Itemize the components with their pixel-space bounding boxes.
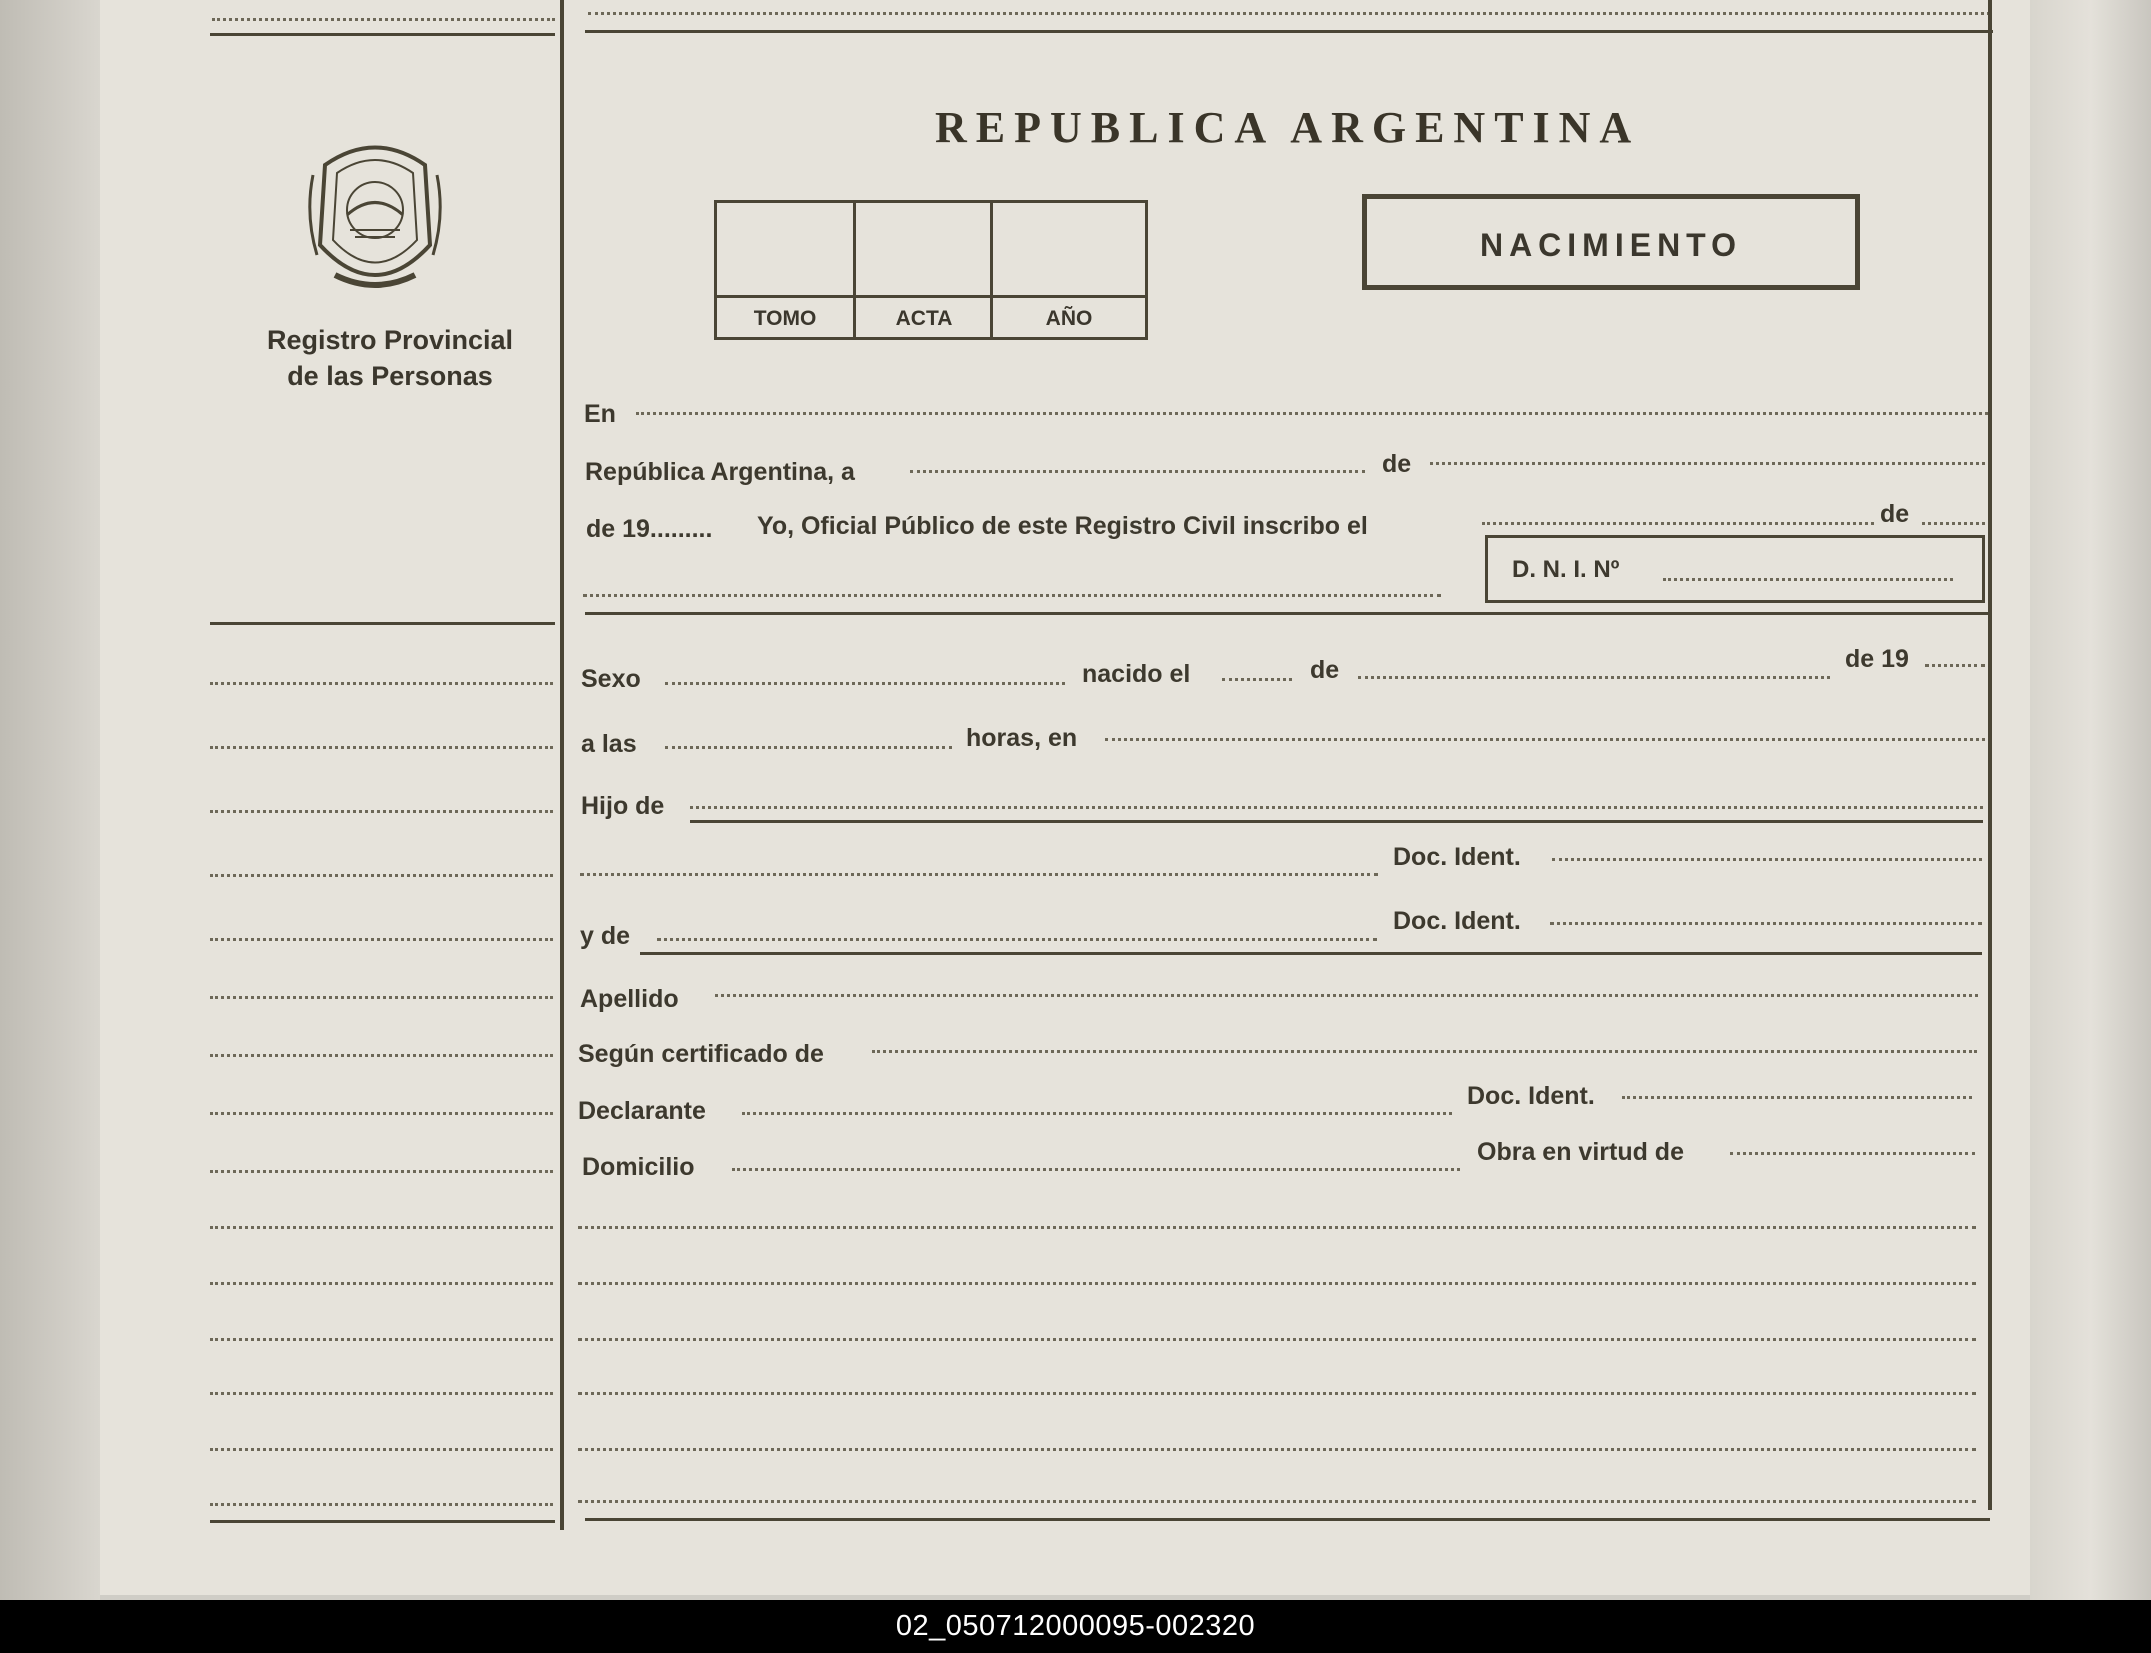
- certificate-type-label: NACIMIENTO: [1479, 227, 1743, 263]
- left-line-12[interactable]: [210, 1338, 553, 1341]
- month-field[interactable]: [1430, 462, 1985, 465]
- birth-year-field[interactable]: [1925, 664, 1985, 667]
- obra-label: Obra en virtud de: [1477, 1138, 1684, 1166]
- left-line-13[interactable]: [210, 1392, 553, 1395]
- yo-oficial-label: Yo, Oficial Público de este Registro Civil inscribo el: [757, 512, 1368, 540]
- left-line-9[interactable]: [210, 1170, 553, 1173]
- notes-line-3[interactable]: [578, 1338, 1976, 1341]
- certificado-field[interactable]: [872, 1050, 1977, 1053]
- birth-month-field[interactable]: [1358, 676, 1830, 679]
- tomo-label: TOMO: [753, 307, 817, 330]
- en-label: En: [584, 400, 616, 428]
- father-underline: [690, 820, 1983, 823]
- volume-record-box: [714, 200, 1148, 340]
- father-doc-field[interactable]: [1552, 858, 1982, 861]
- notes-line-4[interactable]: [578, 1392, 1976, 1395]
- domicilio-field[interactable]: [732, 1168, 1460, 1171]
- bottom-right-rule: [585, 1518, 1990, 1521]
- mother-doc-field[interactable]: [1550, 922, 1982, 925]
- en-field[interactable]: [636, 412, 1988, 415]
- dni-field[interactable]: [1663, 578, 1953, 581]
- left-line-10[interactable]: [210, 1226, 553, 1229]
- province-seal-icon: [305, 135, 445, 300]
- left-line-8[interactable]: [210, 1112, 553, 1115]
- obra-field[interactable]: [1730, 1152, 1975, 1155]
- acta-label: ACTA: [895, 307, 953, 330]
- top-left-dotted-line: [212, 18, 555, 21]
- domicilio-label: Domicilio: [582, 1153, 695, 1181]
- de19-end-label: de 19: [1845, 645, 1909, 673]
- inscribo-field[interactable]: [1482, 522, 1874, 525]
- registry-line-1: Registro Provincial: [266, 325, 514, 355]
- doc-ident-label-1: Doc. Ident.: [1393, 843, 1521, 871]
- registry-name: [220, 322, 560, 394]
- notes-line-6[interactable]: [578, 1500, 1976, 1503]
- left-line-6[interactable]: [210, 996, 553, 999]
- caption-bar: [0, 1600, 2151, 1653]
- left-line-14[interactable]: [210, 1448, 553, 1451]
- segun-label: Según certificado de: [578, 1040, 824, 1068]
- hijo-de-label: Hijo de: [581, 792, 665, 820]
- day-field[interactable]: [910, 470, 1365, 473]
- left-line-11[interactable]: [210, 1282, 553, 1285]
- republica-label: República Argentina, a: [585, 458, 855, 486]
- year-label: de 19.........: [586, 515, 713, 543]
- doc-ident-label-2: Doc. Ident.: [1393, 907, 1521, 935]
- de-field-2[interactable]: [1922, 522, 1985, 525]
- notes-line-5[interactable]: [578, 1448, 1976, 1451]
- father-field[interactable]: [690, 806, 1983, 809]
- declarante-field[interactable]: [742, 1112, 1452, 1115]
- dni-box: [1485, 535, 1985, 603]
- image-caption: 02_050712000095-002320: [895, 1610, 1256, 1642]
- declarante-doc-field[interactable]: [1622, 1096, 1972, 1099]
- left-line-15[interactable]: [210, 1503, 553, 1506]
- registry-line-2: de las Personas: [287, 361, 493, 391]
- hour-field[interactable]: [665, 746, 952, 749]
- name-field[interactable]: [583, 594, 1441, 597]
- certificate-type-box: [1362, 194, 1860, 290]
- mid-left-rule: [210, 622, 555, 625]
- left-line-3[interactable]: [210, 810, 553, 813]
- top-right-rule: [585, 30, 1993, 33]
- top-left-rule: [210, 33, 555, 36]
- notes-line-2[interactable]: [578, 1282, 1976, 1285]
- mother-underline: [640, 952, 1982, 955]
- birth-day-field[interactable]: [1222, 678, 1292, 681]
- mid-right-rule: [585, 612, 1988, 615]
- sexo-field[interactable]: [665, 682, 1065, 685]
- country-title: REPUBLICA ARGENTINA: [935, 103, 1641, 152]
- right-page-edge: [2030, 0, 2151, 1600]
- left-page-edge: [0, 0, 100, 1600]
- right-border: [1988, 0, 1992, 1510]
- father-extra-field[interactable]: [580, 873, 1378, 876]
- a-las-label: a las: [581, 730, 637, 758]
- de-month-label: de: [1382, 450, 1412, 478]
- top-right-dotted-line: [588, 12, 1990, 15]
- left-line-7[interactable]: [210, 1054, 553, 1057]
- doc-ident-label-3: Doc. Ident.: [1467, 1082, 1595, 1110]
- y-de-label: y de: [580, 922, 631, 950]
- bottom-left-rule: [210, 1520, 555, 1523]
- de-birth-month-label: de: [1310, 656, 1340, 684]
- mother-field[interactable]: [657, 938, 1377, 941]
- horas-en-label: horas, en: [966, 724, 1078, 752]
- ano-label: AÑO: [1045, 307, 1093, 330]
- sexo-label: Sexo: [581, 665, 641, 693]
- notes-line-1[interactable]: [578, 1226, 1976, 1229]
- left-line-5[interactable]: [210, 938, 553, 941]
- dni-label: D. N. I. Nº: [1512, 556, 1620, 583]
- apellido-field[interactable]: [715, 994, 1978, 997]
- birth-place-field[interactable]: [1105, 738, 1985, 741]
- apellido-label: Apellido: [580, 985, 679, 1013]
- column-divider: [560, 0, 564, 1530]
- left-line-1[interactable]: [210, 682, 553, 685]
- nacido-el-label: nacido el: [1082, 660, 1191, 688]
- left-line-2[interactable]: [210, 746, 553, 749]
- de-label-2: de: [1880, 500, 1910, 528]
- left-line-4[interactable]: [210, 874, 553, 877]
- declarante-label: Declarante: [578, 1097, 706, 1125]
